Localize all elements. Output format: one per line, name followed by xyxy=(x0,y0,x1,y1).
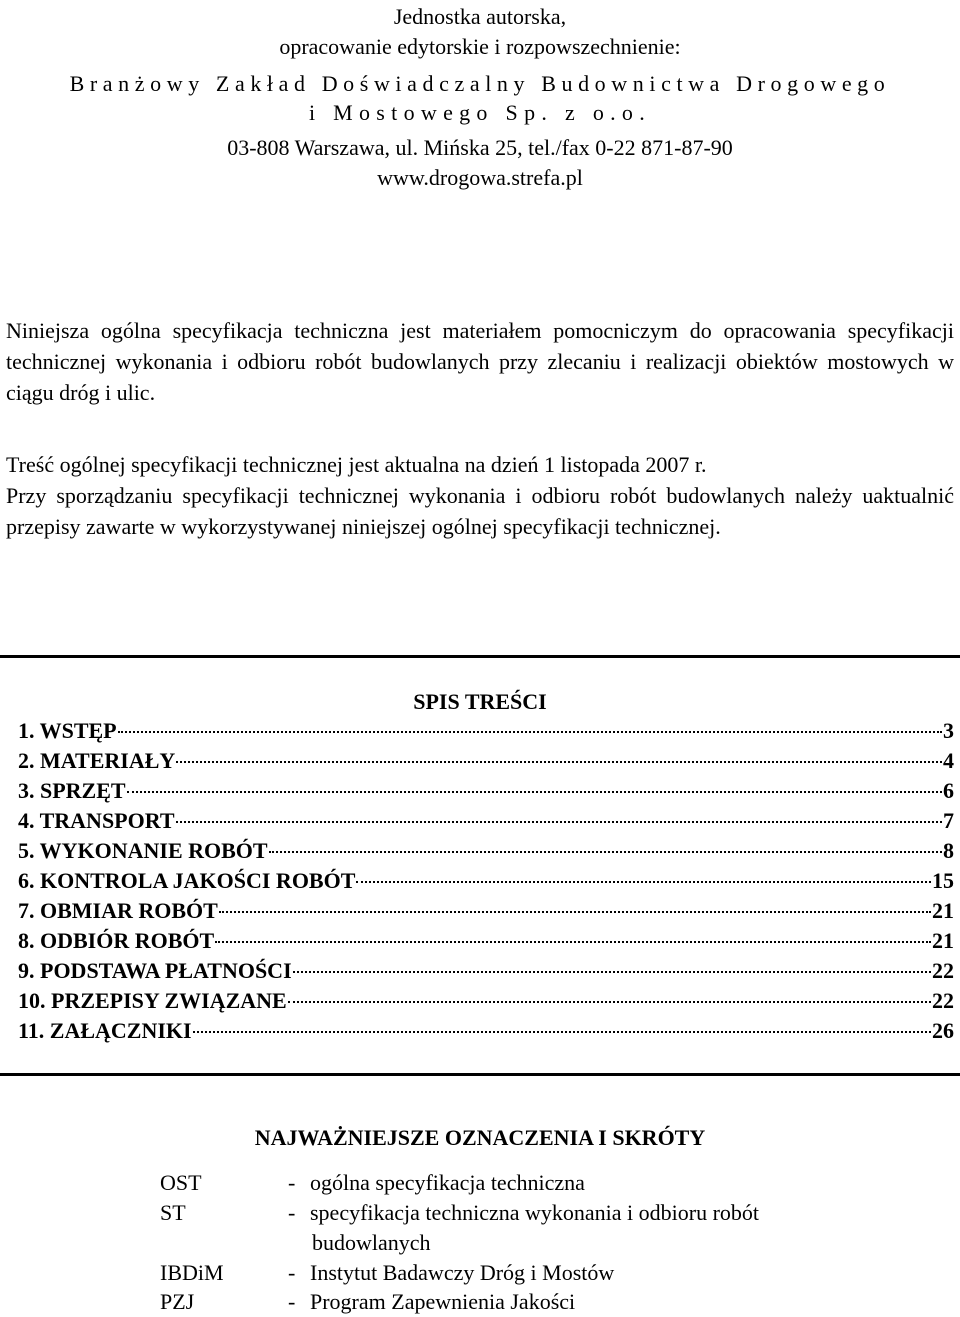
header-company-name: Branżowy Zakład Doświadczalny Budownictwa Drogowego xyxy=(69,71,891,96)
abbreviation-key: PZJ xyxy=(160,1289,195,1314)
toc-item-label: 5. WYKONANIE ROBÓT xyxy=(18,838,268,863)
toc-leader-dots xyxy=(356,881,931,883)
abbreviation-key: IBDiM xyxy=(160,1260,224,1285)
toc-list xyxy=(18,716,954,1046)
toc-item-label: 4. TRANSPORT xyxy=(18,808,175,833)
divider-bottom xyxy=(0,1073,960,1076)
divider-top xyxy=(0,655,960,658)
toc-item-label: 11. ZAŁĄCZNIKI xyxy=(18,1018,192,1043)
toc-item[interactable] xyxy=(18,836,954,866)
toc-item-page: 22 xyxy=(932,958,954,983)
abbreviation-dash: - xyxy=(288,1289,296,1314)
toc-leader-dots xyxy=(215,941,931,943)
toc-leader-dots xyxy=(288,1001,931,1003)
toc-item-page: 26 xyxy=(932,1018,954,1043)
toc-item[interactable] xyxy=(18,806,954,836)
toc-item-page: 6 xyxy=(943,778,954,803)
toc-item-label: 9. PODSTAWA PŁATNOŚCI xyxy=(18,958,292,983)
toc-item[interactable] xyxy=(18,896,954,926)
toc-leader-dots xyxy=(193,1031,931,1033)
abbreviation-value: ogólna specyfikacja techniczna xyxy=(310,1170,585,1195)
abbreviation-value: Instytut Badawczy Dróg i Mostów xyxy=(310,1260,615,1285)
toc-item-label: 3. SPRZĘT xyxy=(18,778,126,803)
toc-item-page: 22 xyxy=(932,988,954,1013)
abbreviation-dash: - xyxy=(288,1200,296,1225)
intro-paragraph-2: Przy sporządzaniu specyfikacji technicznej wykonania i odbioru robót budowlanych należy uaktualnić przepisy zawarte w wykorzystywanej niniejszej ogólnej specyfikacji technicznej. xyxy=(6,483,954,539)
toc-title: SPIS TREŚCI xyxy=(413,689,547,714)
header-publisher-label: opracowanie edytorskie i rozpowszechnienie: xyxy=(279,34,681,59)
toc-item-page: 8 xyxy=(943,838,954,863)
abbreviation-value: Program Zapewnienia Jakości xyxy=(310,1289,576,1314)
abbreviation-dash: - xyxy=(288,1260,296,1285)
toc-item-page: 3 xyxy=(943,718,954,743)
toc-leader-dots xyxy=(127,791,942,793)
toc-leader-dots xyxy=(269,851,942,853)
toc-item-label: 7. OBMIAR ROBÓT xyxy=(18,898,218,923)
toc-leader-dots xyxy=(176,821,942,823)
abbreviation-key: ST xyxy=(160,1200,186,1225)
intro-paragraph-1: Niniejsza ogólna specyfikacja techniczna jest materiałem pomocniczym do opracowania specyfikacji technicznej wykonania i odbioru robót budowlanych przy zlecaniu i realizacji obiektów mostowych w ciągu dróg i ulic. xyxy=(6,318,954,405)
toc-item[interactable] xyxy=(18,746,954,776)
toc-leader-dots xyxy=(219,911,931,913)
toc-item[interactable] xyxy=(18,1016,954,1046)
header-address: 03-808 Warszawa, ul. Mińska 25, tel./fax 0-22 871-87-90 xyxy=(227,135,733,160)
toc-item-page: 21 xyxy=(932,898,954,923)
toc-item[interactable] xyxy=(18,956,954,986)
abbreviation-value: specyfikacja techniczna wykonania i odbioru robót xyxy=(310,1200,760,1225)
toc-item[interactable] xyxy=(18,926,954,956)
toc-item-page: 21 xyxy=(932,928,954,953)
toc-item-page: 15 xyxy=(932,868,954,893)
toc-item-page: 7 xyxy=(943,808,954,833)
header-authorship: Jednostka autorska, xyxy=(393,4,567,29)
intro-paragraph-2-first-line: Treść ogólnej specyfikacji technicznej jest aktualna na dzień 1 listopada 2007 r. xyxy=(6,452,707,477)
toc-item-label: 2. MATERIAŁY xyxy=(18,748,176,773)
abbreviation-key: OST xyxy=(160,1170,202,1195)
toc-leader-dots xyxy=(118,731,942,733)
toc-item[interactable] xyxy=(18,776,954,806)
toc-item[interactable] xyxy=(18,866,954,896)
toc-item[interactable] xyxy=(18,716,954,746)
abbreviation-value-continuation: budowlanych xyxy=(312,1230,431,1255)
abbreviations-title: NAJWAŻNIEJSZE OZNACZENIA I SKRÓTY xyxy=(254,1125,706,1150)
header-website: www.drogowa.strefa.pl xyxy=(377,165,583,190)
toc-item-label: 1. WSTĘP xyxy=(18,718,117,743)
toc-item-label: 10. PRZEPISY ZWIĄZANE xyxy=(18,988,287,1013)
toc-item-label: 6. KONTROLA JAKOŚCI ROBÓT xyxy=(18,868,356,893)
toc-item-page: 4 xyxy=(943,748,954,773)
toc-item[interactable] xyxy=(18,986,954,1016)
toc-item-label: 8. ODBIÓR ROBÓT xyxy=(18,928,215,953)
header-company-name-cont: i Mostowego Sp. z o.o. xyxy=(308,100,652,125)
abbreviation-dash: - xyxy=(288,1170,296,1195)
toc-leader-dots xyxy=(176,761,942,763)
toc-leader-dots xyxy=(293,971,931,973)
